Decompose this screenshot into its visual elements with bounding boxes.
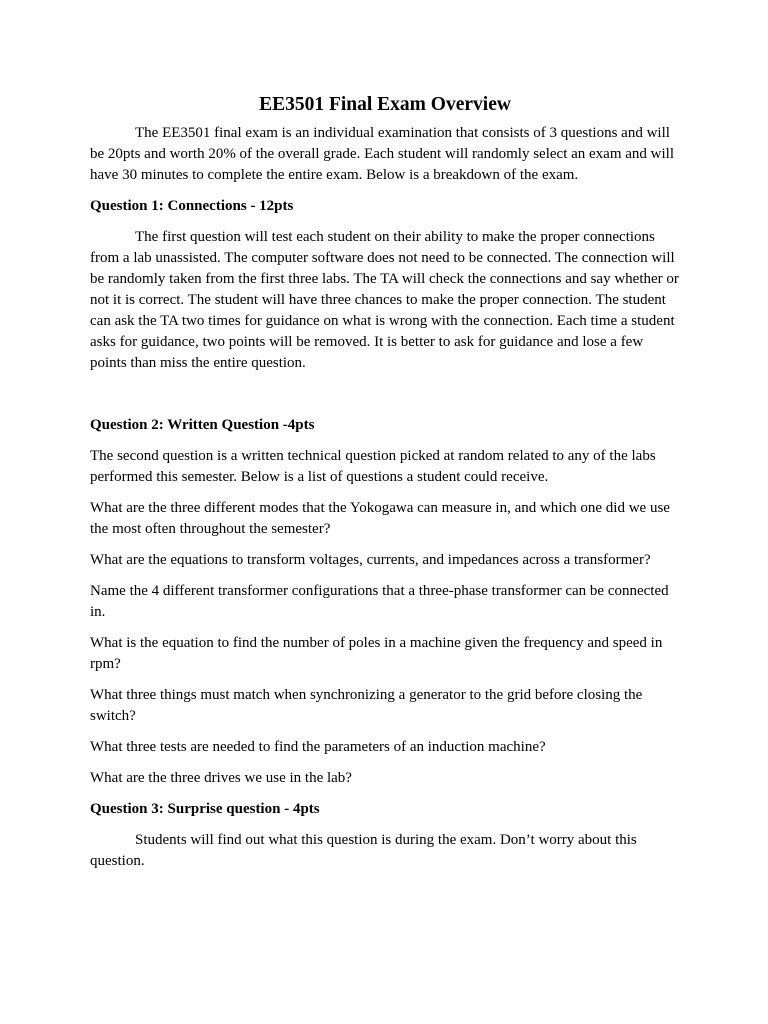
sample-question: What are the equations to transform voltages, currents, and impedances across a transformer? xyxy=(90,552,651,568)
question-3-heading: Question 3: Surprise question - 4pts xyxy=(90,801,320,817)
question-3-body: Students will find out what this question is during the exam. Don’t worry about this question. xyxy=(90,832,637,869)
sample-question: What is the equation to find the number of poles in a machine given the frequency and speed in rpm? xyxy=(90,635,663,672)
sample-question: What three tests are needed to find the parameters of an induction machine? xyxy=(90,739,546,755)
question-2-body: The second question is a written technical question picked at random related to any of the labs performed this semester. Below is a list of questions a student could receive. xyxy=(90,448,656,485)
section-spacer xyxy=(90,384,680,415)
document-title: EE3501 Final Exam Overview xyxy=(259,94,511,115)
sample-question: What are the three drives we use in the lab? xyxy=(90,770,352,786)
sample-question: What three things must match when synchronizing a generator to the grid before closing the switch? xyxy=(90,687,643,724)
question-1-heading: Question 1: Connections - 12pts xyxy=(90,198,294,214)
document-page xyxy=(90,92,680,882)
question-2-heading: Question 2: Written Question -4pts xyxy=(90,417,315,433)
sample-question: Name the 4 different transformer configurations that a three-phase transformer can be connected in. xyxy=(90,583,669,620)
question-1-body: The first question will test each student on their ability to make the proper connections from a lab unassisted. The computer software does not need to be connected. The connection will be randomly taken from the first three labs. The TA will check the connections and say whether or not it is correct. The student will have three chances to make the proper connection. The student can ask the TA two times for guidance on what is wrong with the connection. Each time a student asks for guidance, two points will be removed. It is better to ask for guidance and lose a few points than miss the entire question. xyxy=(90,229,679,371)
intro-paragraph: The EE3501 final exam is an individual examination that consists of 3 questions and will be 20pts and worth 20% of the overall grade. Each student will randomly select an exam and will have 30 minutes to complete the entire exam. Below is a breakdown of the exam. xyxy=(90,125,674,183)
sample-question: What are the three different modes that the Yokogawa can measure in, and which one did we use the most often throughout the semester? xyxy=(90,500,670,537)
